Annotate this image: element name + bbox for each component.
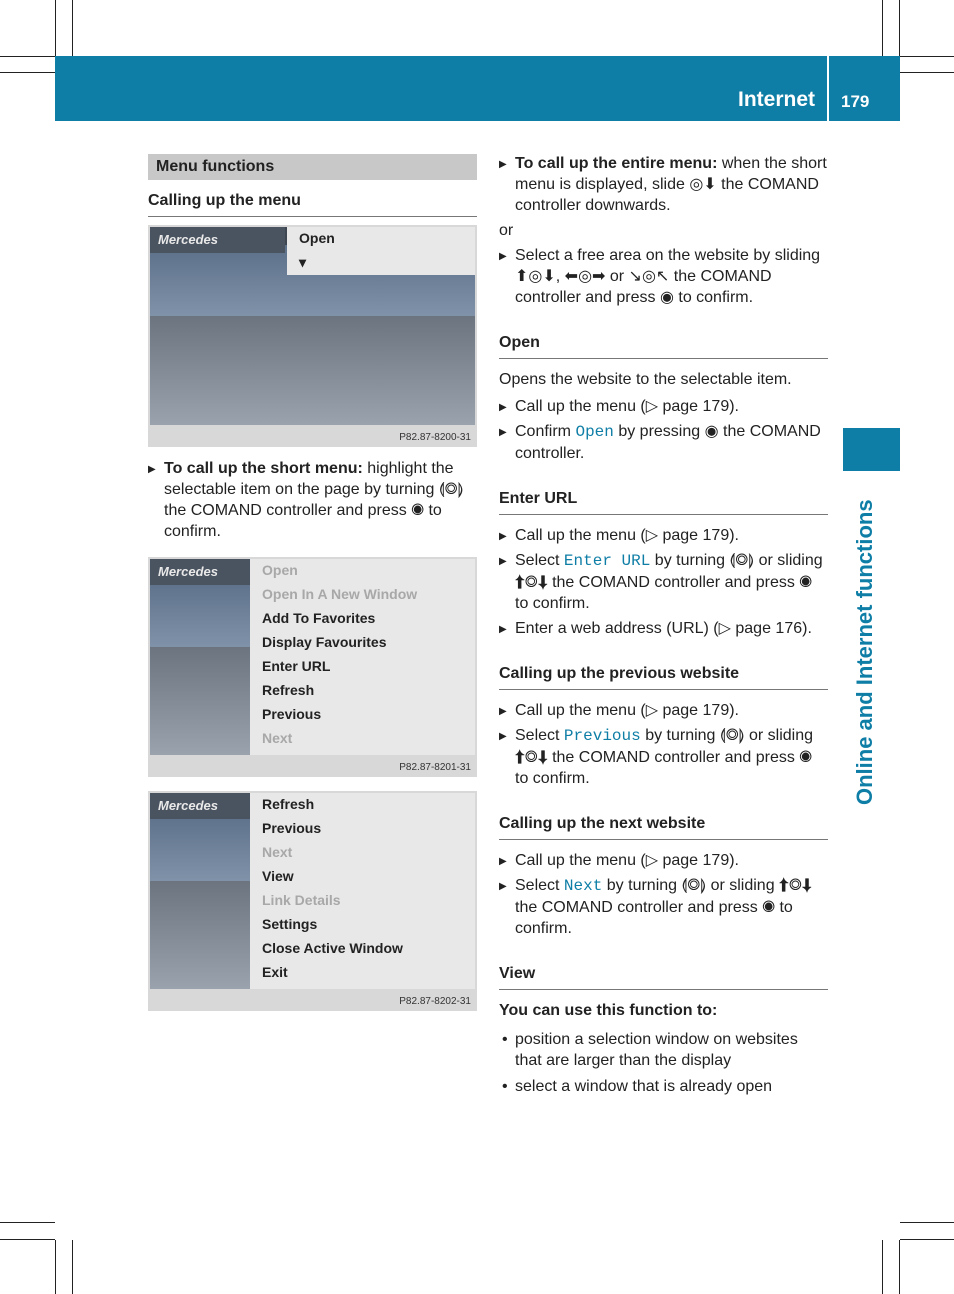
crop-mark — [900, 1239, 954, 1240]
figure-id: P82.87-8200-31 — [399, 432, 471, 443]
heading-previous: Calling up the previous website — [499, 663, 828, 690]
open-description: Opens the website to the selectable item. — [499, 371, 792, 388]
menu-item[interactable]: Refresh — [262, 796, 315, 812]
section-heading: Menu functions — [148, 154, 477, 180]
step-enter-address: ▶ Enter a web address (URL) (▷ page 176). — [499, 618, 828, 639]
crop-mark — [900, 1222, 954, 1223]
menu-item[interactable]: Open — [262, 562, 298, 578]
short-menu — [287, 227, 475, 275]
step-select-next — [499, 875, 828, 939]
full-menu — [250, 559, 475, 755]
step-text: Select — [515, 552, 560, 569]
figure-id: P82.87-8202-31 — [399, 996, 471, 1007]
figure-browser — [148, 225, 477, 447]
crop-mark — [55, 1240, 56, 1294]
crop-mark — [899, 0, 900, 56]
menu-item[interactable]: Link Details — [262, 892, 341, 908]
menu-item[interactable]: Open In A New Window — [262, 586, 418, 602]
figure-menu-2 — [148, 791, 477, 1011]
step-free-area: ▶ Select a free area on the website by sliding ⬆◎⬇, ⬅◎➡ or ↘◎↖ the COMAND controller and press ◉ to confirm. — [499, 245, 828, 308]
step-text: Confirm — [515, 423, 572, 440]
step-text: Select — [515, 877, 560, 894]
crop-mark — [0, 56, 55, 57]
crop-mark — [0, 1239, 55, 1240]
step-confirm-open — [499, 421, 828, 464]
figure-road — [150, 316, 475, 425]
menu-item[interactable]: Settings — [262, 916, 318, 932]
header-bar — [55, 56, 900, 121]
left-step — [148, 458, 477, 546]
subheading: Calling up the menu — [148, 190, 477, 217]
figure-screen — [150, 793, 475, 989]
step-call-menu: ▶ Call up the menu (▷ page 179). — [499, 525, 828, 546]
menu-item[interactable]: Previous — [262, 820, 322, 836]
header-separator — [827, 56, 829, 121]
crop-mark — [882, 0, 883, 56]
step-call-menu: ▶ Call up the menu (▷ page 179). — [499, 700, 828, 721]
step-label: To call up the short menu: — [164, 460, 363, 477]
left-column — [148, 154, 477, 227]
crop-mark — [55, 0, 56, 56]
full-menu — [250, 793, 475, 989]
menu-item-arrow[interactable]: ▾ — [299, 254, 307, 270]
menu-term: Open — [575, 423, 614, 441]
step-select-previous — [499, 725, 828, 789]
menu-item[interactable]: Display Favourites — [262, 634, 387, 650]
brand-label: Mercedes — [150, 227, 285, 253]
page-number: 179 — [841, 92, 870, 111]
crop-mark — [0, 1222, 55, 1223]
crop-mark — [899, 1240, 900, 1294]
right-column — [499, 153, 828, 1102]
menu-item[interactable]: Enter URL — [262, 658, 331, 674]
side-tab — [843, 428, 900, 471]
menu-item[interactable]: Add To Favorites — [262, 610, 376, 626]
step-select-enter-url — [499, 550, 828, 614]
figure-screen — [150, 227, 475, 425]
menu-term: Previous — [563, 727, 641, 745]
step-call-menu: ▶ Call up the menu (▷ page 179). — [499, 850, 828, 871]
crop-mark — [0, 72, 55, 73]
crop-mark — [72, 0, 73, 56]
heading-next: Calling up the next website — [499, 813, 828, 840]
crop-mark — [900, 72, 954, 73]
menu-item[interactable]: Previous — [262, 706, 322, 722]
figure-screen — [150, 559, 475, 755]
header-title: Internet — [737, 88, 815, 111]
view-subheading: You can use this function to: — [499, 1002, 718, 1019]
menu-item[interactable]: Exit — [262, 964, 288, 980]
figure-id: P82.87-8201-31 — [399, 762, 471, 773]
bullet-item: • position a selection window on websites that are larger than the display — [499, 1029, 828, 1071]
menu-item[interactable]: View — [262, 868, 294, 884]
bullet-item: • select a window that is already open — [499, 1076, 828, 1097]
menu-item[interactable]: Next — [262, 844, 293, 860]
crop-mark — [882, 1240, 883, 1294]
step-text: by turning ⟬◎⟭ or sliding ⬆◎⬇ the COMAND controller and press ◉ to confirm. — [515, 877, 812, 937]
or-text: or — [499, 222, 514, 239]
side-tab-label: Online and Internet functions — [852, 499, 877, 805]
heading-open: Open — [499, 332, 828, 359]
menu-item[interactable]: Close Active Window — [262, 940, 403, 956]
step-text: Select — [515, 727, 560, 744]
step-text: when the short menu is displayed, slide ◎⬇ the COMAND controller downwards. — [515, 155, 827, 214]
crop-mark — [72, 1240, 73, 1294]
step-text: by pressing ◉ the COMAND controller. — [515, 423, 821, 462]
step-short-menu — [148, 458, 477, 542]
heading-view: View — [499, 963, 828, 990]
step-text: highlight the selectable item on the page by turning ⟬◎⟭ the COMAND controller and press ◉ to confirm. — [164, 460, 464, 540]
step-text: by turning ⟬◎⟭ or sliding ⬆◎⬇ the COMAND controller and press ◉ to confirm. — [515, 727, 814, 787]
figure-menu-1 — [148, 557, 477, 777]
brand-label: Mercedes — [150, 793, 250, 819]
menu-item[interactable]: Next — [262, 730, 293, 746]
step-label: To call up the entire menu: — [515, 155, 718, 172]
crop-mark — [900, 56, 954, 57]
menu-item[interactable]: Refresh — [262, 682, 315, 698]
brand-label: Mercedes — [150, 559, 250, 585]
menu-item-open[interactable]: Open — [299, 230, 335, 246]
step-text: by turning ⟬◎⟭ or sliding ⬆◎⬇ the COMAND controller and press ◉ to confirm. — [515, 552, 823, 612]
step-call-menu: ▶ Call up the menu (▷ page 179). — [499, 396, 828, 417]
heading-enter-url: Enter URL — [499, 488, 828, 515]
menu-term: Enter URL — [563, 552, 651, 570]
menu-term: Next — [563, 877, 603, 895]
step-entire-menu — [499, 153, 828, 216]
